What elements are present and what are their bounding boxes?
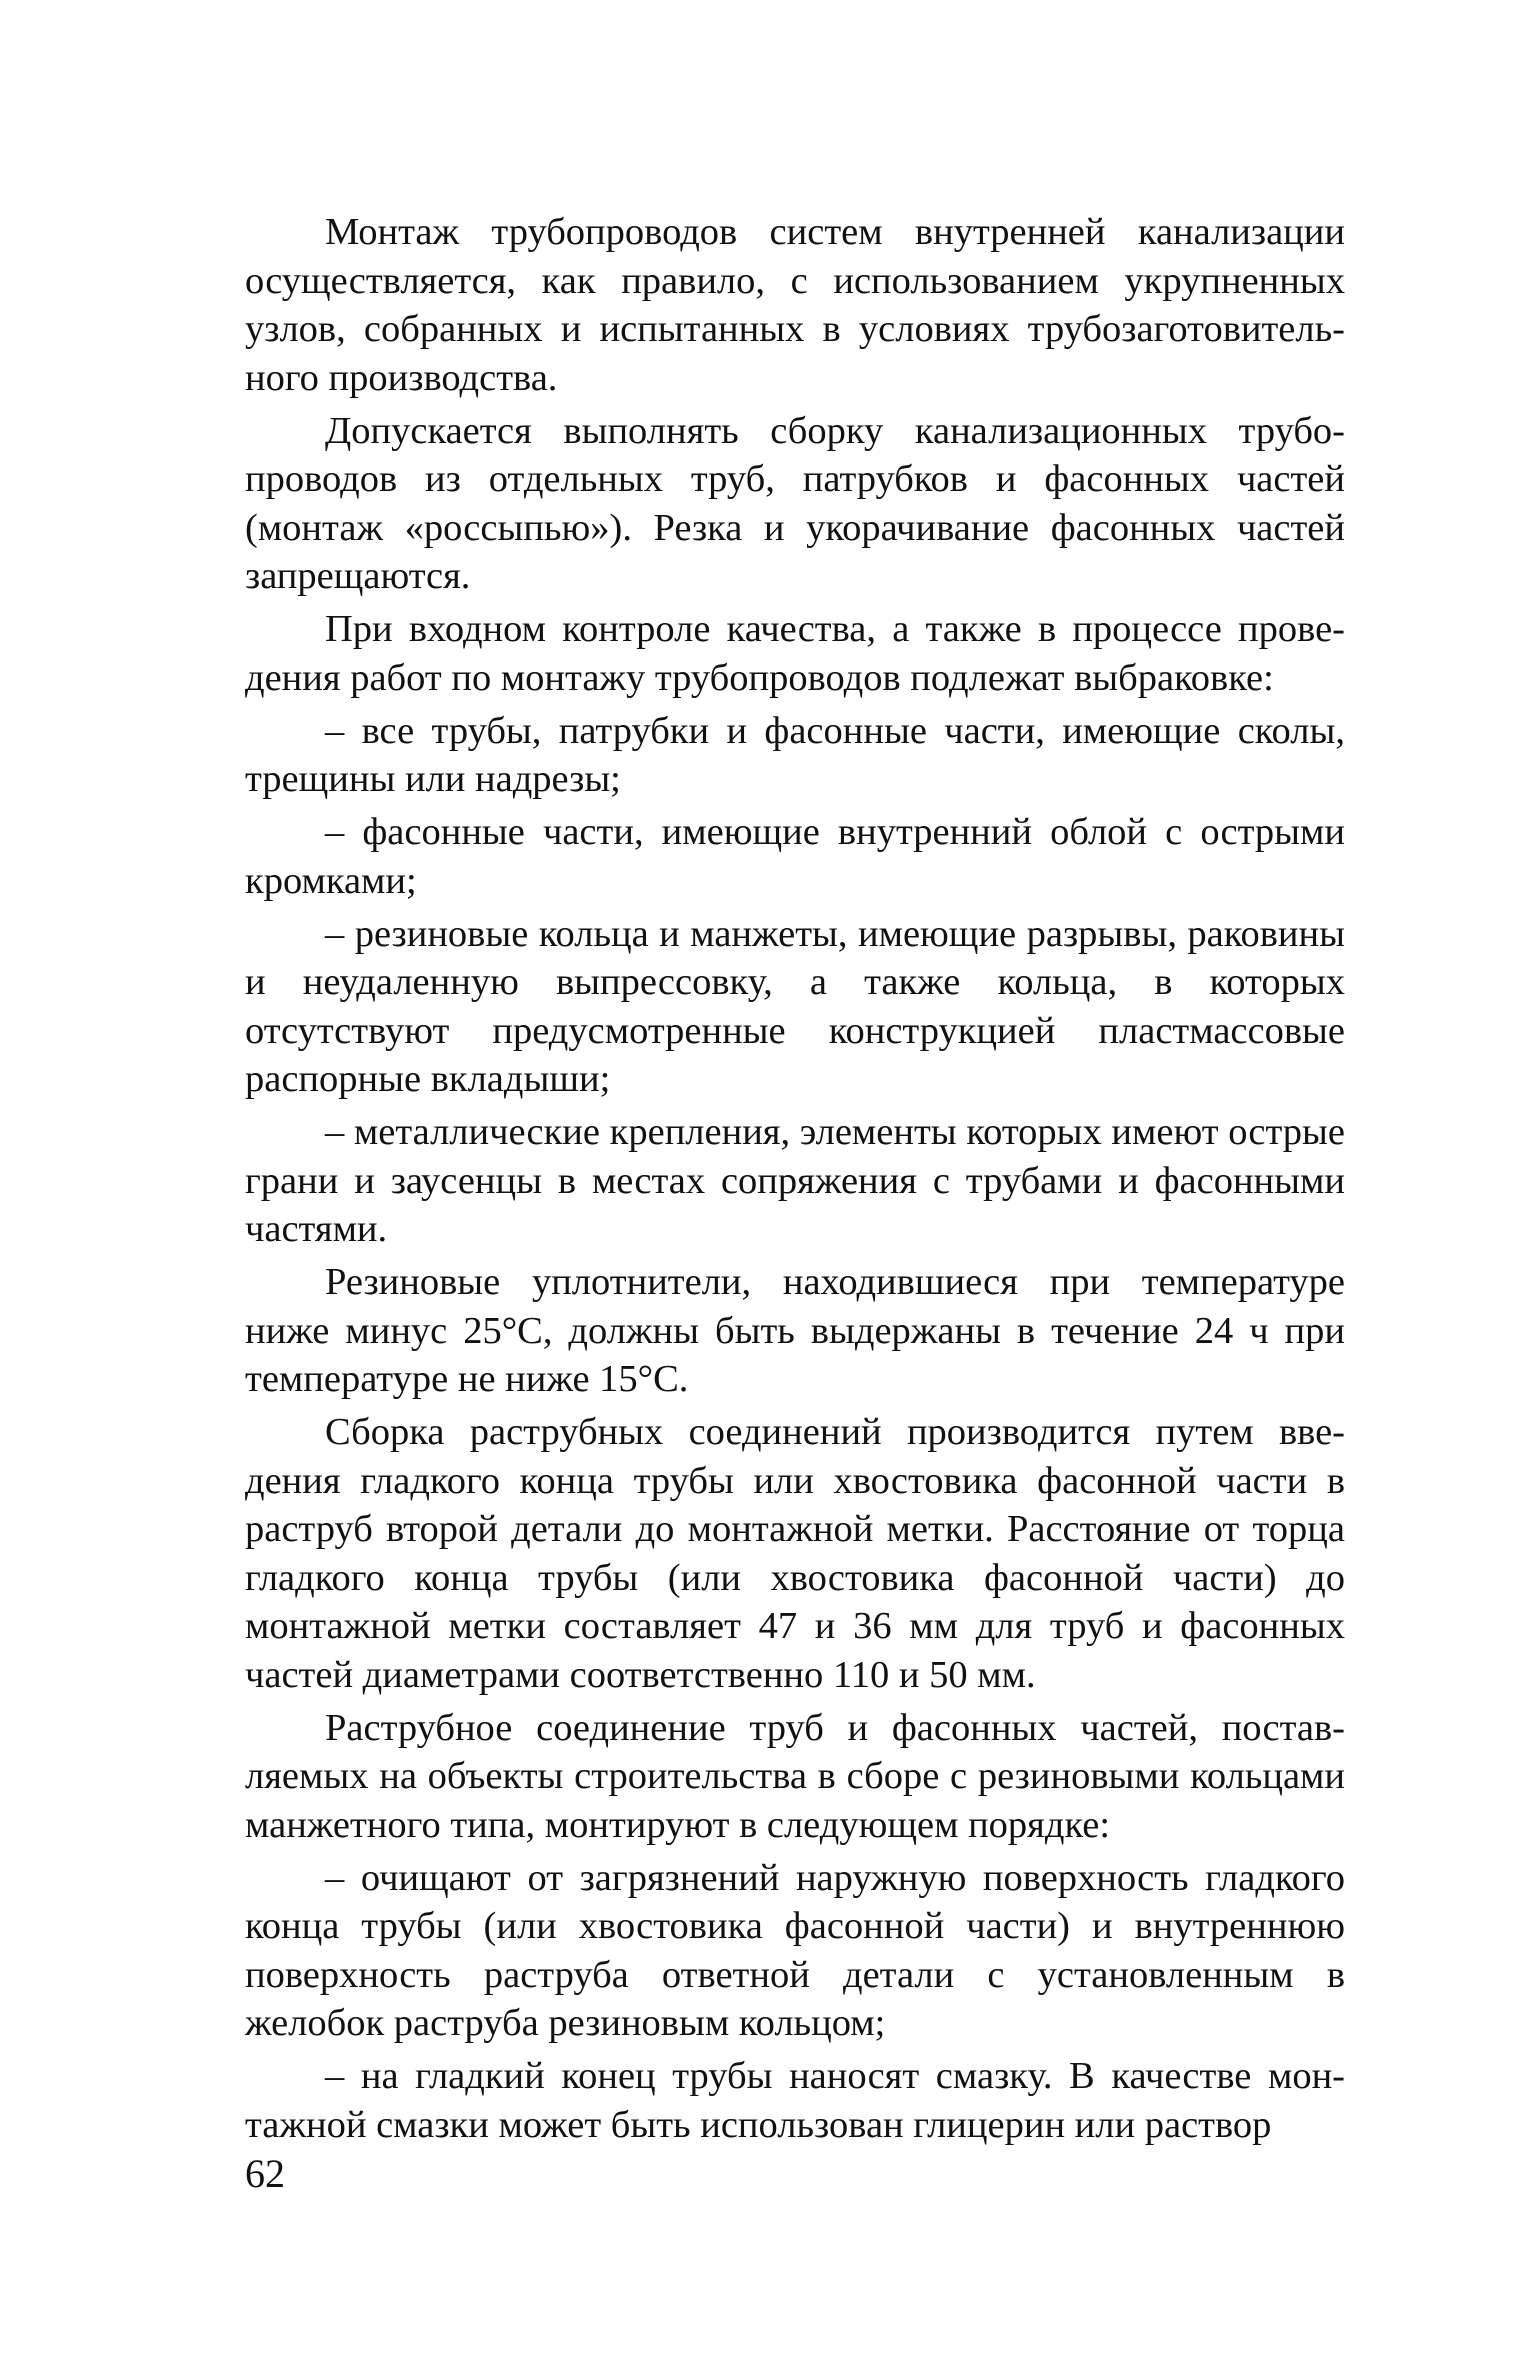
paragraph-installation-general: Монтаж трубопроводов систем внутренней канализации осуществляется, как правило, с использованием укрупненных узлов, собранных и испытанных в условиях трубозаготовительного производства. xyxy=(245,211,1345,399)
paragraph-socket-joint-order: Раструбное соединение труб и фасонных частей, поставляемых на объекты строительства в сборе с резиновыми кольцами манжетного типа, монтируют в следующем порядке: xyxy=(245,1706,1345,1846)
list-item-lubrication: – на гладкий конец трубы наносят смазку. В качестве монтажной смазки может быть использован глицерин или раствор xyxy=(245,2055,1345,2146)
paragraph-rejection-intro: При входном контроле качества, а также в процессе проведения работ по монтажу трубопроводов подлежат выбраковке: xyxy=(245,608,1345,699)
page-number: 62 xyxy=(245,2151,285,2196)
list-item-cleaning: – очищают от загрязнений наружную поверхность гладкого конца трубы (или хвостовика фасонной части) и внутреннюю поверхность раструба ответной детали с установленным в желобок раструба резиновым кольцом; xyxy=(245,1856,1345,2044)
paragraph-socket-assembly: Сборка раструбных соединений производится путем введения гладкого конца трубы или хвостовика фасонной части в раструб второй детали до монтажной метки. Расстояние от торца гладкого конца трубы (или хвостовика фасонной части) до монтажной метки составляет 47 и 36 мм для труб и фасонных частей диаметрами соответственно 110 и 50 мм. xyxy=(245,1411,1345,1696)
list-item-rubber-rings: – резиновые кольца и манжеты, имеющие разрывы, раковины и неудаленную выпрессовку, а также кольца, в которых отсутствуют предусмотренные конструкцией пластмассовые распорные вкладыши; xyxy=(245,912,1345,1100)
body-text xyxy=(245,208,1345,2154)
list-item-pipes-defects: – все трубы, патрубки и фасонные части, имеющие сколы, трещины или надрезы; xyxy=(245,709,1345,800)
paragraph-loose-assembly: Допускается выполнять сборку канализационных трубопроводов из отдельных труб, патрубков и фасонных частей (монтаж «россыпью»). Резка и укорачивание фасонных частей запрещаются. xyxy=(245,409,1345,597)
list-item-metal-fasteners: – металлические крепления, элементы которых имеют острые грани и заусенцы в местах сопряжения с трубами и фасонными частями. xyxy=(245,1111,1345,1250)
paragraph-rubber-seals-temperature: Резиновые уплотнители, находившиеся при температуре ниже минус 25°С, должны быть выдержаны в течение 24 ч при температуре не ниже 15°С. xyxy=(245,1261,1345,1400)
list-item-fittings-flash: – фасонные части, имеющие внутренний облой с острыми кромками; xyxy=(245,811,1345,902)
